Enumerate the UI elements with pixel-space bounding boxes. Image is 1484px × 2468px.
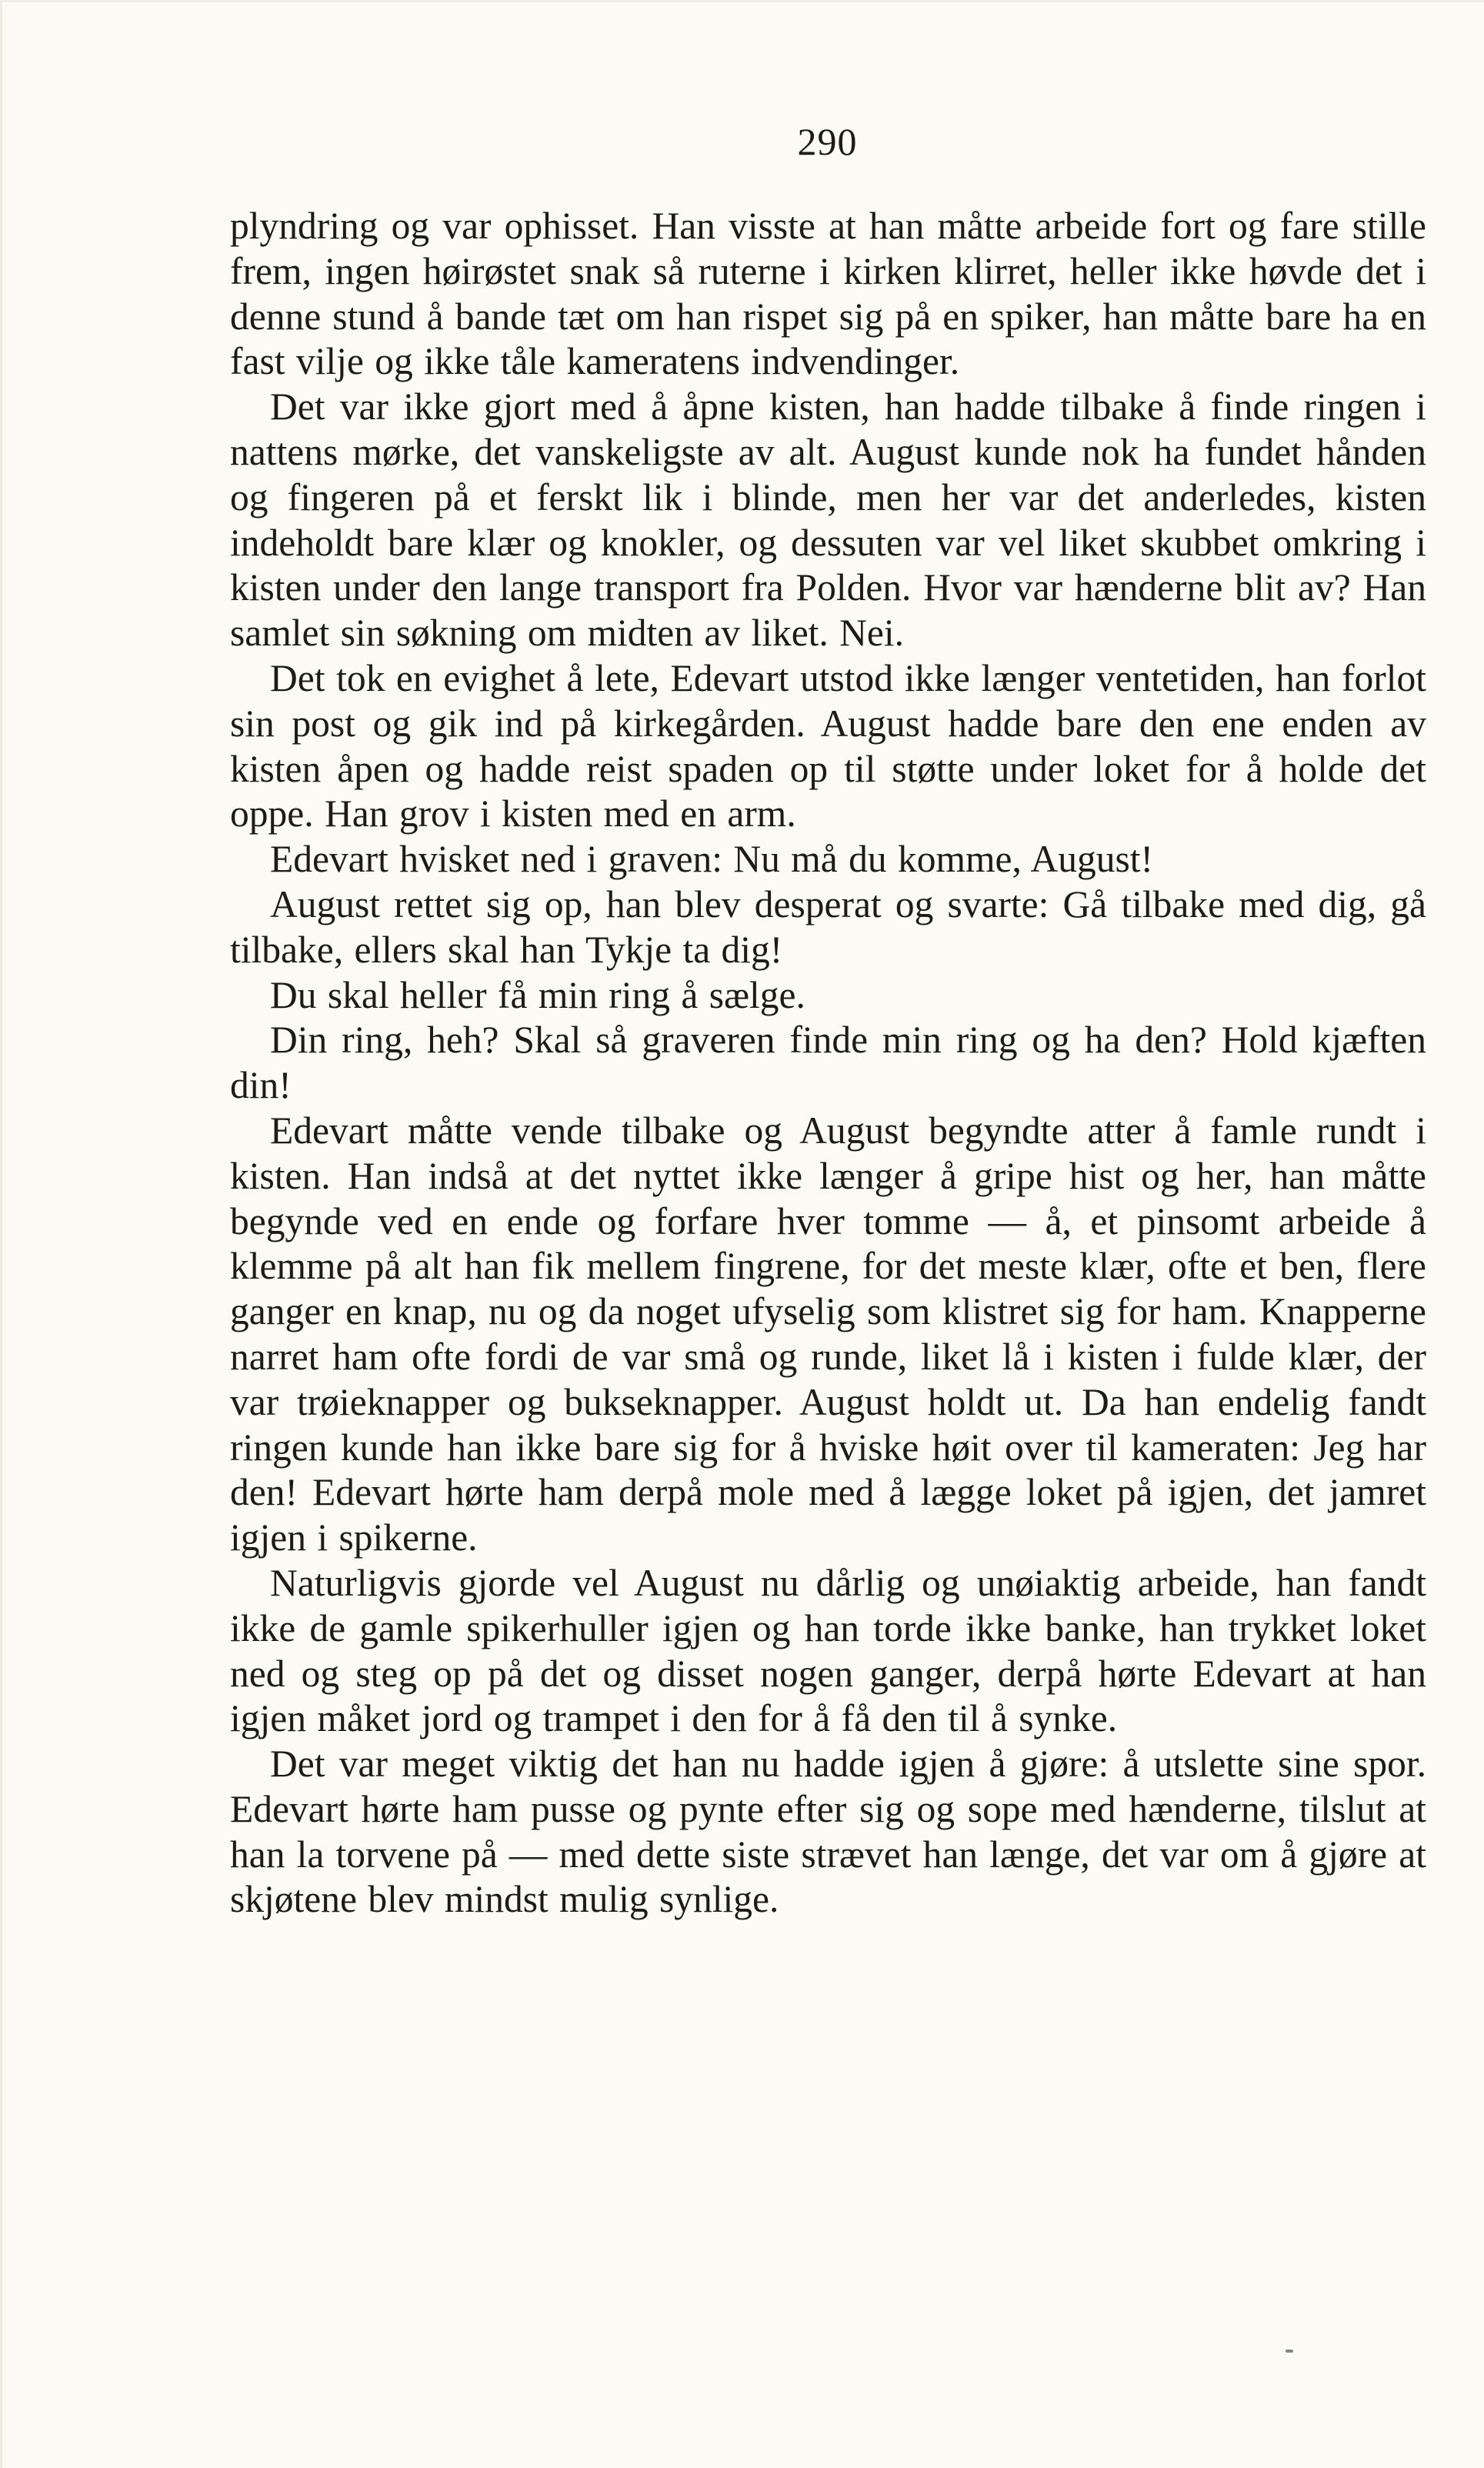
paragraph-7: Din ring, heh? Skal så graveren finde min ring og ha den? Hold kjæften din! xyxy=(230,1019,1426,1107)
paragraph-2: Det var ikke gjort med å åpne kisten, han hadde tilbake å finde ringen i nattens mørke, det vanskeligste av alt. August kunde nok ha fundet hånden og fingeren på et ferskt lik i blinde, men her var det anderledes, kisten indeholdt bare klær og knokler, og dessuten var vel liket skubbet omkring i kisten under den lange transport fra Polden. Hvor var hænderne blit av? Han samlet sin søkning om midten av liket. Nei. xyxy=(230,385,1426,655)
paragraph-10: Det var meget viktig det han nu hadde igjen å gjøre: å utslette sine spor. Edevart hørte ham pusse og pynte efter sig og sope med hænderne, tilslut at han la torvene på — med dette siste strævet han længe, det var om å gjøre at skjøtene blev mindst mulig synlige. xyxy=(230,1743,1426,1921)
paragraph-8: Edevart måtte vende tilbake og August begyndte atter å famle rundt i kisten. Han indså at det nyttet ikke længer å gripe hist og her, han måtte begynde ved en ende og forfare hver tomme — å, et pinsomt arbeide å klemme på alt han fik mellem fingrene, for det meste klær, ofte et ben, flere ganger en knap, nu og da noget ufyselig som klistret sig for ham. Knapperne narret ham ofte fordi de var små og runde, liket lå i kisten i fulde klær, der var trøieknapper og bukseknapper. August holdt ut. Da han endelig fandt ringen kunde han ikke bare sig for å hviske høit over til kameraten: Jeg har den! Edevart hørte ham derpå mole med å lægge loket på igjen, det jamret igjen i spikerne. xyxy=(230,1109,1426,1559)
paragraph-9: Naturligvis gjorde vel August nu dårlig og unøiaktig arbeide, han fandt ikke de gamle spikerhuller igjen og han torde ikke banke, han trykket loket ned og steg op på det og disset nogen ganger, derpå hørte Edevart at han igjen måket jord og trampet i den for å få den til å synke. xyxy=(230,1561,1426,1740)
paragraph-4: Edevart hvisket ned i graven: Nu må du komme, August! xyxy=(270,838,1154,881)
paragraph-6: Du skal heller få min ring å sælge. xyxy=(270,973,805,1016)
page-number: 290 xyxy=(797,120,858,163)
paragraph-5: August rettet sig op, han blev desperat og svarte: Gå tilbake med dig, gå tilbake, ellers skal han Tykje ta dig! xyxy=(230,882,1426,971)
paragraph-1: plyndring og var ophisset. Han visste at han måtte arbeide fort og fare stille frem, ingen høirøstet snak så ruterne i kirken klirret, heller ikke høvde det i denne stund å bande tæt om han rispet sig på en spiker, han måtte bare ha en fast vilje og ikke tåle kameratens indvendinger. xyxy=(230,205,1426,383)
print-speck xyxy=(1286,2350,1293,2353)
paragraph-3: Det tok en evighet å lete, Edevart utstod ikke længer ventetiden, han forlot sin post og gik ind på kirkegården. August hadde bare den ene enden av kisten åpen og hadde reist spaden op til støtte under loket for å holde det oppe. Han grov i kisten med en arm. xyxy=(230,656,1426,835)
body-text xyxy=(230,204,1426,1923)
